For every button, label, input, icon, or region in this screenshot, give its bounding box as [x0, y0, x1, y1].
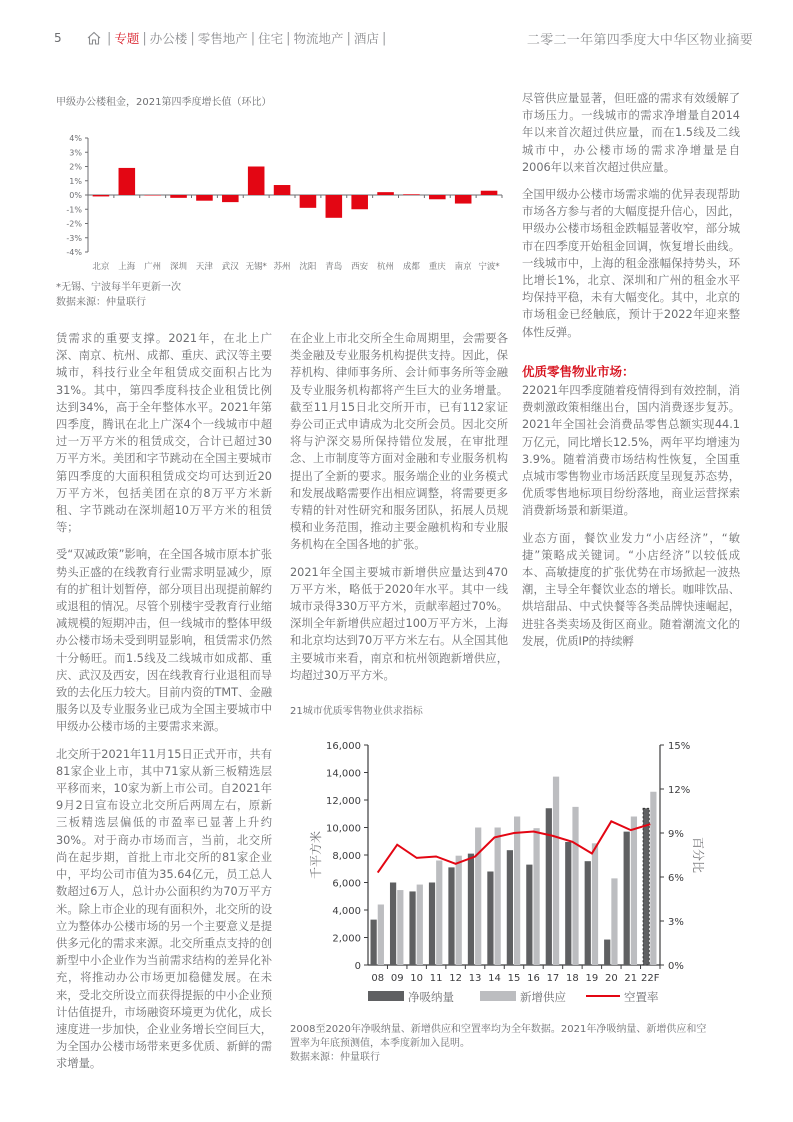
paragraph: 赁需求的重要支撑。2021年，在北上广深、南京、杭州、成都、重庆、武汉等主要城市，科技行业全年租赁成交面积占比为31%。其中，第四季度科技企业租赁比例达到34%，高于全年整体水平。2021年第四季度，腾讯在北上广深4个一线城市中超过一万平方米的租赁成交，合计已超过30万平方米。美团和字节跳动在全国主要城市第四季度的大面积租赁成交均可达到近20万平方米，包括美团在京的8万平方米新租、字节跳动在深圳超10万平方米的租赁等；	[56, 332, 272, 535]
net-absorption-bar	[448, 867, 454, 965]
left-axis-tick: 8,000	[332, 851, 361, 862]
bar	[429, 195, 446, 199]
nav-separator: |	[286, 30, 291, 46]
left-axis-tick: 12,000	[326, 796, 361, 807]
x-tick-label: 20	[604, 973, 618, 984]
paragraph: 业态方面，餐饮业发力“小店经济”，“敏捷”策略成关键词。“小店经济”以较低成本、高敏捷度的扩张优势在市场掀起一波热潮，主导全年餐饮业态的增长。咖啡饮品、烘培甜品、中式快餐等各类品牌快速崛起，进驻各类卖场及街区商业。随着潮流文化的发展，优质IP的持续孵	[522, 531, 740, 648]
x-tick-label: 19	[585, 973, 599, 984]
right-axis-tick: 12%	[668, 785, 691, 796]
left-axis-tick: 4,000	[332, 906, 361, 917]
legend-label: 空置率	[624, 990, 659, 1004]
x-tick-label: 西安	[351, 262, 369, 272]
nav-item-feature[interactable]: 专题	[114, 31, 140, 46]
bar	[481, 191, 498, 195]
right-axis-tick: 15%	[668, 741, 691, 752]
bar	[93, 195, 110, 196]
new-supply-bar	[378, 905, 384, 966]
x-tick-label: 无锡*	[245, 262, 267, 272]
retail-chart-note-line-2: 置率为年底预测值，本季度新加入昆明。	[290, 1038, 470, 1049]
new-supply-bar	[514, 817, 520, 966]
retail-supply-demand-chart	[290, 735, 710, 1015]
left-axis-tick: 14,000	[326, 768, 361, 780]
x-tick-label: 14	[488, 973, 501, 984]
left-axis-tick: 6,000	[332, 878, 361, 890]
page-header	[54, 26, 753, 50]
x-tick-label: 10	[410, 973, 424, 984]
x-tick-label: 12	[449, 973, 462, 984]
new-supply-bar	[650, 792, 656, 965]
retail-section-heading: 优质零售物业市场：	[522, 363, 635, 379]
x-tick-label: 深圳	[170, 262, 188, 272]
nav-item-retail[interactable]: 零售地产	[197, 31, 248, 46]
bar	[377, 192, 394, 195]
paragraph: 北交所于2021年11月15日正式开市，共有81家企业上市，其中71家从新三板精选层平移而来，10家为新上市公司。自2021年9月2日宣布设立北交所后两周左右，原新三板精选层偏低的市盈率已显著上升约30%。对于商办市场而言，当前，北交所尚在起步期，首批上市北交所的81家企业中，平均公司市值为35.64亿元，员工总人数超过6万人，总计办公面积约为70万平方米。除上市企业的现有面积外，北交所的设立为整体办公楼市场的另一个主要意义是提供多元化的需求来源。北交所重点支持的创新型中小企业作为当前需求结构的差异化补充，将推动办公市场更加稳健发展。在未来，受北交所设立而获得提振的中小企业预计估值提升，市场融资环境更为优化，成长速度进一步加快，企业业务增长空间巨大，为全国办公楼市场带来更多优质、新鲜的需求增量。	[56, 747, 272, 1071]
bar	[144, 195, 161, 196]
legend-swatch-net-absorption	[368, 991, 404, 1001]
home-icon[interactable]	[86, 30, 102, 46]
net-absorption-bar	[507, 850, 513, 965]
x-tick-label: 22F	[641, 973, 660, 984]
x-tick-label: 17	[546, 973, 560, 984]
y-tick-label: 3%	[69, 148, 82, 158]
paragraph: 2021年全国主要城市新增供应量达到470万平方米，略低于2020年水平。其中一线城市录得330万平方米，贡献率超过70%。深圳全年新增供应超过100万平方米，上海和北京均达到70万平方米左右。从全国其他主要城市来看，南京和杭州领跑新增供应，均超过30万平方米。	[290, 565, 508, 682]
nav-item-residential[interactable]: 住宅	[258, 31, 284, 46]
body-column-3	[522, 90, 740, 660]
paragraph: 受“双减政策”影响，在全国各城市原本扩张势头正盛的在线教育行业需求明显减少，原有的扩租计划暂停，部分项目出现提前解约或退租的情况。尽管个别楼宇受教育行业缩减规模的短期冲击，但一线城市的整体甲级办公楼市场未受到明显影响，租赁需求仍然十分畅旺。而1.5线及二线城市如成都、重庆、武汉及西安，因在线教育行业退租而导致的去化压力较大。目前内资的TMT、金融服务以及专业服务业已成为全国主要城市中甲级办公楼市场的主要需求来源。	[56, 548, 272, 734]
right-axis-tick: 9%	[668, 829, 684, 840]
new-supply-bar	[397, 890, 403, 965]
body-column-1	[56, 330, 272, 1083]
x-tick-label: 16	[527, 973, 540, 984]
x-tick-label: 18	[566, 973, 579, 984]
bar	[196, 195, 213, 201]
net-absorption-bar	[487, 872, 493, 966]
bar	[170, 195, 187, 198]
x-tick-label: 09	[390, 973, 404, 984]
bar	[222, 195, 239, 202]
nav-item-hotel[interactable]: 酒店	[353, 31, 379, 46]
new-supply-bar	[475, 828, 481, 966]
net-absorption-bar	[565, 842, 571, 965]
bar	[274, 185, 291, 195]
right-axis-tick: 6%	[668, 873, 684, 884]
net-absorption-bar	[604, 940, 610, 965]
new-supply-bar	[553, 777, 559, 965]
nav-separator: |	[142, 30, 147, 46]
new-supply-bar	[436, 861, 442, 966]
paragraph: 尽管供应量显著，但旺盛的需求有效缓解了市场压力。一线城市的需求净增量自2014年以来首次超过供应量，而在1.5线及二线城市中，办公楼市场的需求净增量是自2006年以来首次超过供应量。	[522, 92, 740, 174]
y-tick-label: 2%	[69, 162, 82, 172]
bar	[351, 195, 368, 209]
bar	[455, 195, 472, 204]
net-absorption-bar	[585, 861, 591, 965]
paragraph: 全国甲级办公楼市场需求端的优异表现帮助市场各方参与者的大幅度提升信心，因此，甲级办公楼市场租金跌幅显著收窄，部分城市在四季度开始租金回调，恢复增长曲线。一线城市中，上海的租金涨幅保持势头，环比增长1%，北京、深圳和广州的租金水平均保持平稳，未有大幅变化。其中，北京的市场租金已经触底，预计于2022年迎来整体性反弹。	[522, 188, 740, 339]
x-tick-label: 15	[507, 973, 521, 984]
x-tick-label: 上海	[118, 262, 136, 272]
rent-chart-source: 数据来源：仲量联行	[56, 297, 146, 308]
x-tick-label: 沈阳	[299, 262, 317, 272]
net-absorption-bar	[468, 854, 474, 965]
net-absorption-bar	[409, 891, 415, 965]
retail-chart-note-line-1: 2008至2020年净吸纳量、新增供应和空置率均为全年数据。2021年净吸纳量、新增供应和空	[290, 1024, 707, 1035]
net-absorption-bar	[526, 865, 532, 965]
retail-chart-source: 数据来源：仲量联行	[290, 1052, 380, 1063]
x-tick-label: 广州	[144, 262, 162, 272]
left-axis-tick: 2,000	[332, 933, 361, 945]
right-axis-tick: 3%	[668, 917, 684, 928]
rent-chart-title: 甲级办公楼租金，2021第四季度增长值（环比）	[56, 97, 272, 108]
right-axis-tick: 0%	[668, 961, 684, 972]
new-supply-bar	[456, 856, 462, 965]
rent-growth-bar-chart	[56, 130, 506, 275]
y-tick-label: 0%	[69, 191, 82, 200]
left-axis-tick: 10,000	[326, 823, 361, 835]
new-supply-bar	[495, 828, 501, 966]
x-tick-label: 青岛	[325, 262, 343, 272]
document-title: 二零二一年第四季度大中华区物业摘要	[526, 32, 753, 48]
x-tick-label: 南京	[454, 262, 472, 272]
y-tick-label: -2%	[66, 219, 82, 229]
y-tick-label: -3%	[66, 233, 82, 243]
nav-separator: |	[250, 30, 256, 46]
new-supply-bar	[417, 885, 423, 965]
x-tick-label: 天津	[195, 262, 213, 272]
y-tick-label: -1%	[66, 205, 82, 215]
net-absorption-bar	[546, 808, 552, 965]
chart-legend	[368, 990, 659, 1004]
section-nav	[86, 29, 389, 47]
page-number: 5	[54, 31, 62, 45]
net-absorption-bar	[624, 832, 630, 965]
new-supply-bar	[592, 843, 598, 965]
body-column-2	[290, 330, 508, 694]
nav-item-office[interactable]: 办公楼	[149, 31, 188, 46]
nav-separator: |	[190, 30, 195, 46]
bar	[248, 167, 265, 196]
left-axis-label: 千平方米	[309, 830, 323, 880]
right-axis-label: 百分比	[691, 836, 705, 874]
legend-swatch-new-supply	[480, 991, 516, 1001]
x-tick-label: 苏州	[273, 262, 291, 272]
left-axis-tick: 16,000	[326, 741, 361, 752]
new-supply-bar	[572, 807, 578, 965]
y-tick-label: 4%	[69, 134, 82, 143]
x-tick-label: 武汉	[221, 262, 239, 272]
y-tick-label: -4%	[66, 248, 82, 257]
bar	[326, 195, 343, 218]
new-supply-bar	[631, 817, 637, 966]
bar	[300, 195, 317, 208]
x-tick-label: 08	[371, 973, 385, 984]
x-tick-label: 成都	[402, 262, 420, 272]
x-tick-label: 宁波*	[478, 262, 500, 272]
x-tick-label: 13	[468, 973, 482, 984]
net-absorption-bar	[390, 883, 396, 966]
net-absorption-bar	[429, 883, 435, 966]
nav-separator: |	[107, 30, 112, 46]
left-axis-tick: 0	[354, 961, 361, 972]
x-tick-label: 重庆	[428, 262, 446, 272]
new-supply-bar	[533, 828, 539, 965]
nav-item-logistics[interactable]: 物流地产	[293, 31, 344, 46]
net-absorption-bar	[371, 920, 377, 965]
x-tick-label: 杭州	[377, 262, 395, 272]
nav-separator: |	[381, 30, 387, 46]
retail-chart-title: 21城市优质零售物业供求指标	[290, 706, 423, 717]
bar	[403, 194, 420, 195]
legend-label: 净吸纳量	[408, 990, 454, 1004]
paragraph: 在企业上市北交所全生命周期里，会需要各类金融及专业服务机构提供支持。因此，保荐机构、律师事务所、会计师事务所等金融及专业服务机构都将产生巨大的业务增量。截至11月15日北交所开市，已有112家证券公司正式申请成为北交所会员。因北交所将与沪深交易所保持错位发展，在审批理念、上市制度等方面对金融和专业服务机构提出了全新的要求。服务端企业的业务模式和发展战略需要作出相应调整，将需要更多专精的针对性研究和服务团队，拓展人员规模和业务范围，推动主要金融机构和专业服务机构在全国各地的扩张。	[290, 332, 508, 552]
nav-separator: |	[346, 30, 351, 46]
new-supply-bar	[611, 878, 617, 965]
rent-chart-footnote: *无锡、宁波每半年更新一次	[56, 282, 181, 293]
y-tick-label: 1%	[69, 176, 82, 186]
x-tick-label: 21	[624, 973, 638, 984]
net-absorption-bar	[643, 808, 649, 965]
bar	[119, 168, 136, 195]
paragraph: 22021年四季度随着疫情得到有效控制，消费刺激政策相继出台，国内消费逐步复苏。2021年全国社会消费品零售总额实现44.1万亿元，同比增长12.5%，两年平均增速为3.9%。随着消费市场结构性恢复，全国重点城市零售物业市场活跃度呈现复苏态势，优质零售地标项目纷纷落地，商业运营探索消费新场景和新渠道。	[522, 384, 740, 518]
retail-chart-note	[290, 1023, 750, 1065]
x-tick-label: 北京	[92, 262, 110, 272]
legend-label: 新增供应	[520, 990, 566, 1004]
x-tick-label: 11	[429, 973, 443, 984]
